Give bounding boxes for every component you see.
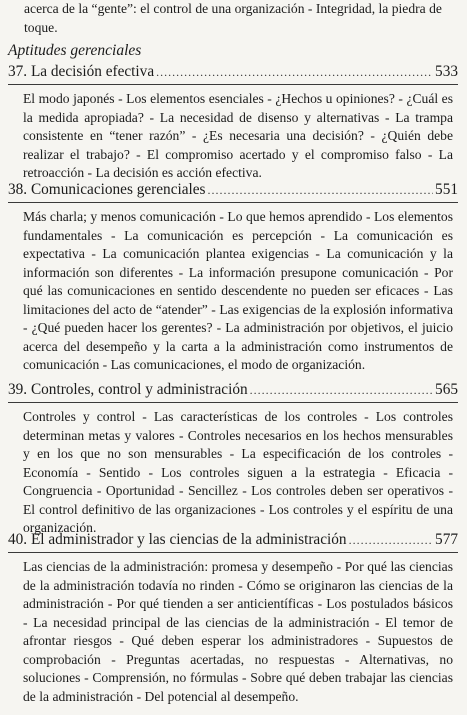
- entry-divider: [8, 402, 458, 403]
- entry-divider: [8, 552, 458, 553]
- section-heading: Aptitudes gerenciales: [8, 42, 142, 59]
- intro-text: acerca de la “gente”: el control de una organización - Integridad, la piedra de toque.: [24, 1, 442, 35]
- entry-heading[interactable]: [8, 181, 458, 199]
- page-number: 565: [435, 381, 458, 398]
- dot-leader: [208, 183, 434, 198]
- page-number: 533: [435, 63, 458, 80]
- entry-summary: Más charla; y menos comunicación - Lo que hemos aprendido - Los elementos fundamentales - La comunicación es percepción - La comunicación es expectativa - La comunicación plantea exigencias - La comunicación y la información son diferentes - La información presupone comunicación - Por qué las comunicaciones en sentido descendente no pueden ser eficaces - Las limitaciones del acto de “atender” - Las exigencias de la explosión informativa - ¿Qué pueden hacer los gerentes? - La administración por objetivos, el juicio acerca del desempeño y la carta a la administración como instrumentos de comunicación - Las comunicaciones, el modo de organización.: [23, 209, 453, 372]
- dot-leader: [250, 383, 433, 398]
- page-number: 577: [435, 531, 458, 548]
- entry-summary: Las ciencias de la administración: promesa y desempeño - Por qué las ciencias de la administración todavía no rinden - Cómo se originaron las ciencias de la administración - Por qué tienden a ser anticientíficas - Los postulados básicos - La necesidad principal de las ciencias de la administración - El temor de afrontar riesgos - Qué deben esperar los administradores - Supuestos de comprobación - Preguntas acertadas, no respuestas - Alternativas, no soluciones - Comprensión, no fórmulas - Sobre qué deben trabajar las ciencias de la administración - Del potencial al desempeño.: [23, 559, 453, 704]
- entry-title: 38. Comunicaciones gerenciales: [8, 181, 206, 198]
- dot-leader: [349, 533, 433, 548]
- entry-divider: [8, 202, 458, 203]
- page-number: 551: [435, 181, 458, 198]
- entry-heading[interactable]: [8, 381, 458, 399]
- dot-leader: [156, 65, 433, 80]
- entry-title: 40. El administrador y las ciencias de la administración: [8, 531, 347, 548]
- entry-heading[interactable]: [8, 63, 458, 81]
- entry-summary: Controles y control - Las características de los controles - Los controles determinan metas y valores - Controles necesarios en los hechos mensurables y en los que no son mensurables - La especificación de los controles - Economía - Sentido - Los controles siguen a la estrategia - Eficacia - Congruencia - Oportunidad - Sencillez - Los controles deben ser operativos - El control definitivo de las organizaciones - Los controles y el espíritu de una organización.: [23, 409, 453, 535]
- entry-title: 37. La decisión efectiva: [8, 63, 155, 80]
- entry-summary: El modo japonés - Los elementos esenciales - ¿Hechos u opiniones? - ¿Cuál es la medida apropiada? - La necesidad de disenso y alternativas - La trampa consistente en “tener razón” - ¿Es necesaria una decisión? - ¿Quién debe realizar el trabajo? - El compromiso acertado y el compromiso falso - La retroacción - La decisión es acción efectiva.: [23, 91, 453, 180]
- entry-heading[interactable]: [8, 531, 458, 549]
- entry-divider: [8, 84, 458, 85]
- entry-title: 39. Controles, control y administración: [8, 381, 248, 398]
